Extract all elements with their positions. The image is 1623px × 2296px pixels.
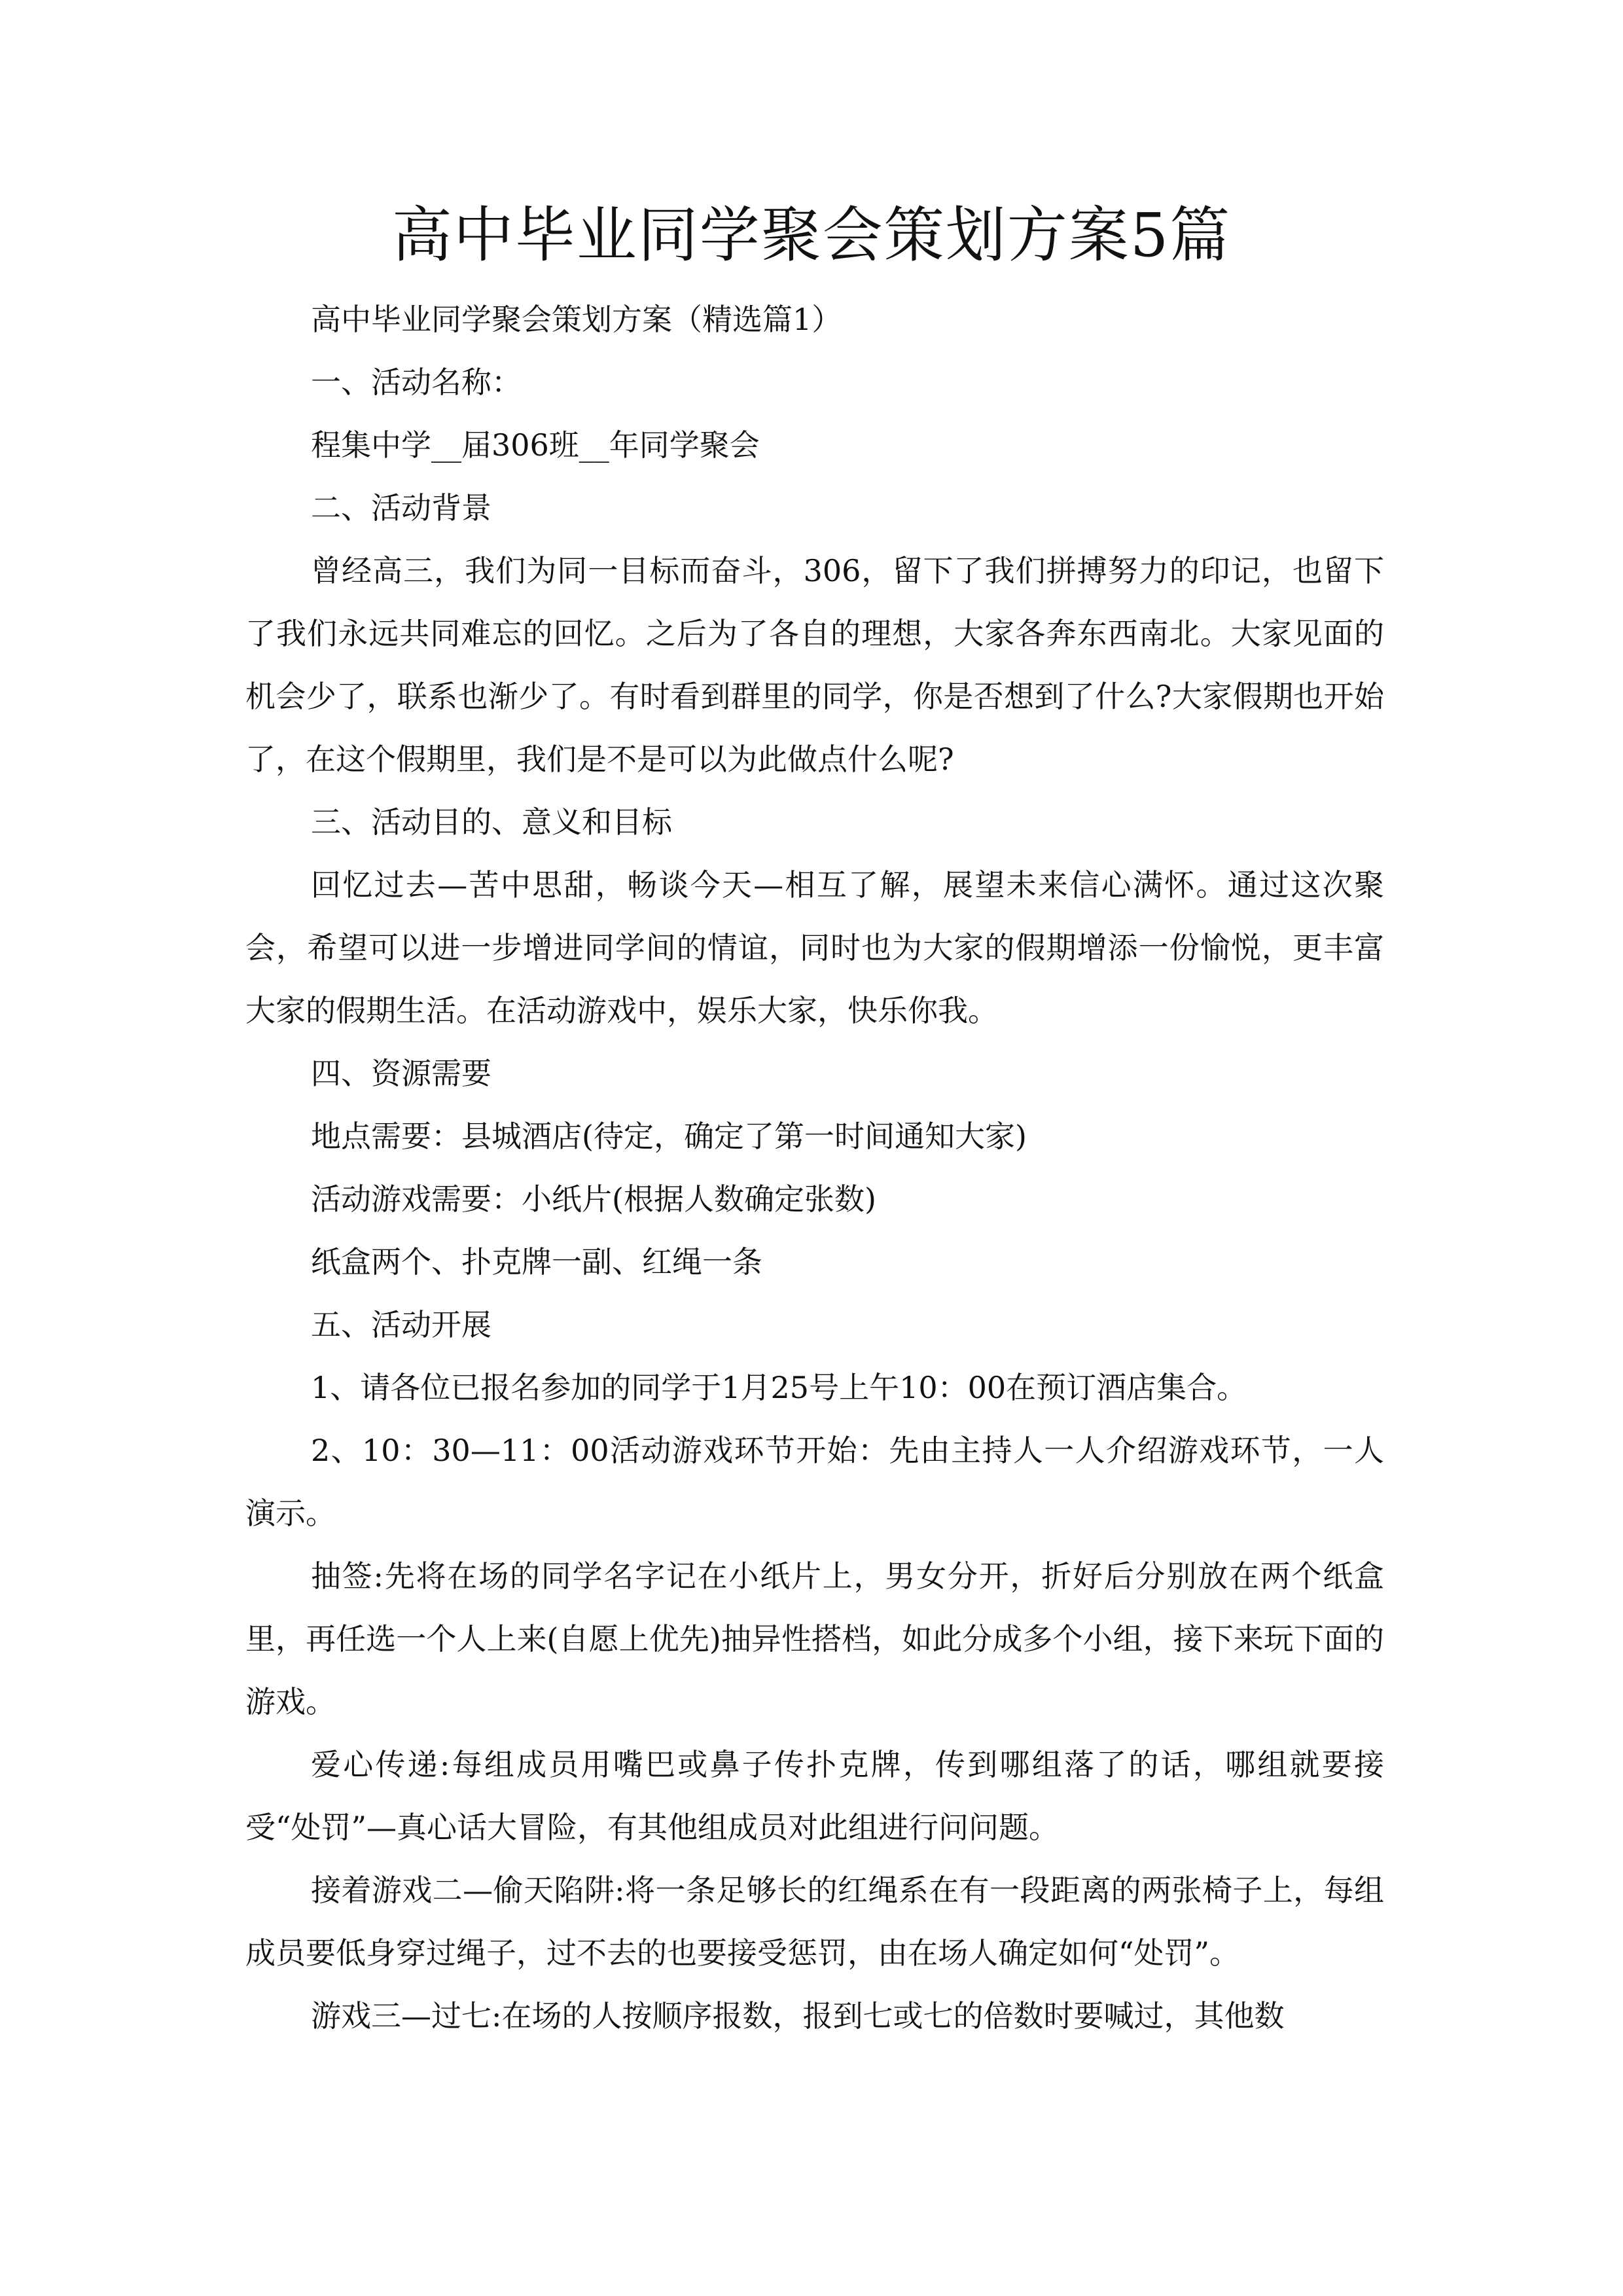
- paragraph: 纸盒两个、扑克牌一副、红绳一条: [311, 1244, 762, 1280]
- paragraph: 2、10：30—11：00活动游戏环节开始：先由主持人一人介绍游戏环节，一人演示。: [245, 1433, 1384, 1531]
- paragraph: 曾经高三，我们为同一目标而奋斗，306，留下了我们拼搏努力的印记，也留下了我们永远共同难忘的回忆。之后为了各自的理想，大家各奔东西南北。大家见面的机会少了，联系也渐少了。有时看到群里的同学，你是否想到了什么?大家假期也开始了，在这个假期里，我们是不是可以为此做点什么呢?: [245, 553, 1384, 777]
- section-heading: 二、活动背景: [311, 490, 491, 526]
- section-heading: 四、资源需要: [311, 1056, 491, 1091]
- section-heading: 三、活动目的、意义和目标: [311, 804, 672, 840]
- section-heading: 一、活动名称：: [311, 365, 522, 400]
- paragraph: 游戏三—过七:在场的人按顺序报数，报到七或七的倍数时要喊过，其他数: [311, 1998, 1285, 2034]
- paragraph: 活动游戏需要：小纸片(根据人数确定张数): [311, 1181, 876, 1217]
- paragraph: 1、请各位已报名参加的同学于1月25号上午10：00在预订酒店集合。: [311, 1370, 1247, 1405]
- section-heading: 高中毕业同学聚会策划方案（精选篇1）: [311, 302, 842, 337]
- document-body: [245, 288, 1384, 2047]
- paragraph: 接着游戏二—偷天陷阱:将一条足够长的红绳系在有一段距离的两张椅子上，每组成员要低身穿过绳子，过不去的也要接受惩罚，由在场人确定如何“处罚”。: [245, 1873, 1384, 1971]
- paragraph: 地点需要：县城酒店(待定，确定了第一时间通知大家): [311, 1119, 1027, 1154]
- paragraph: 抽签:先将在场的同学名字记在小纸片上，男女分开，折好后分别放在两个纸盒里，再任选一个人上来(自愿上优先)抽异性搭档，如此分成多个小组，接下来玩下面的游戏。: [245, 1558, 1384, 1719]
- paragraph: 爱心传递:每组成员用嘴巴或鼻子传扑克牌，传到哪组落了的话，哪组就要接受“处罚”—真心话大冒险，有其他组成员对此组进行问问题。: [245, 1747, 1384, 1845]
- section-heading: 五、活动开展: [311, 1307, 491, 1342]
- document-title: 高中毕业同学聚会策划方案5篇: [391, 200, 1232, 270]
- paragraph: 程集中学__届306班__年同学聚会: [311, 427, 760, 463]
- paragraph: 回忆过去—苦中思甜，畅谈今天—相互了解，展望未来信心满怀。通过这次聚会，希望可以进一步增进同学间的情谊，同时也为大家的假期增添一份愉悦，更丰富大家的假期生活。在活动游戏中，娱乐大家，快乐你我。: [245, 867, 1384, 1028]
